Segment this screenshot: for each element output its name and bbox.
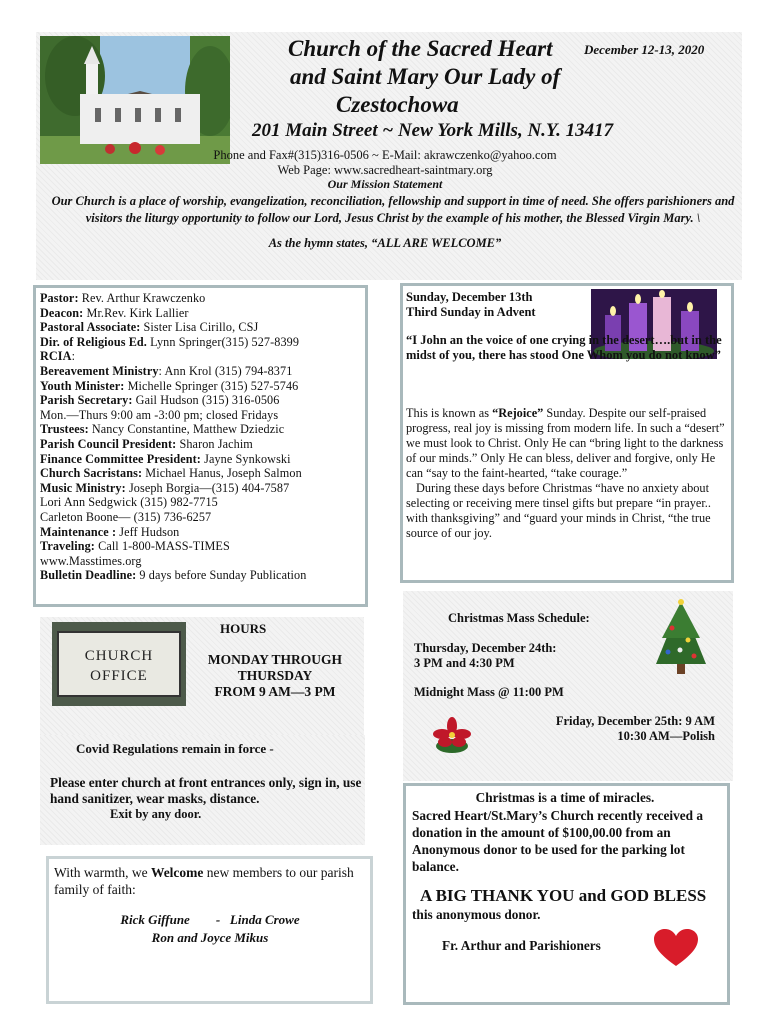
christmas-day-times — [530, 714, 715, 744]
signature: Fr. Arthur and Parishioners — [442, 938, 601, 953]
hours-text — [195, 652, 355, 700]
staff-row: Finance Committee President: Jayne Synkowski — [40, 451, 291, 466]
church-building-image — [40, 36, 230, 164]
hymn-line: As the hymn states, “ALL ARE WELCOME” — [268, 236, 502, 250]
staff-row: Church Sacristans: Michael Hanus, Joseph Salmon — [40, 466, 302, 481]
staff-row: Pastor: Rev. Arthur Krawczenko — [40, 291, 206, 305]
christmas-eve-times — [414, 641, 556, 671]
sign-line1: CHURCH — [84, 648, 154, 664]
covid-text: Please enter church at front entrances only, sign in, use hand sanitizer, wear masks, distance. — [50, 775, 362, 806]
christmas-day-line1: Friday, December 25th: 9 AM — [555, 714, 715, 728]
staff-row: Carleton Boone— (315) 736-6257 — [40, 509, 212, 524]
staff-list — [40, 291, 370, 583]
sunday-title: Third Sunday in Advent — [406, 305, 536, 319]
church-title-line2: and Saint Mary Our Lady of — [290, 64, 561, 89]
staff-row: Traveling: Call 1-800-MASS-TIMES — [40, 539, 230, 554]
staff-row: Bulletin Deadline: 9 days before Sunday Publication — [40, 568, 307, 583]
staff-row: Dir. of Religious Ed. Lynn Springer(315) 527-8399 — [40, 334, 300, 349]
covid-heading: Covid Regulations remain in force - — [76, 741, 274, 756]
church-address: 201 Main Street ~ New York Mills, N.Y. 13417 — [252, 120, 614, 141]
christmas-heading: Christmas Mass Schedule: — [448, 611, 590, 625]
sunday-quote: “I John an the voice of one crying in the desert….but in the midst of you, there has stood One Whom you do not know” — [406, 333, 722, 362]
staff-row: Parish Council President: Sharon Jachim — [40, 436, 253, 451]
hours-line3: FROM 9 AM—3 PM — [214, 684, 336, 699]
church-office-sign — [52, 622, 186, 706]
christmas-eve-hours: 3 PM and 4:30 PM — [414, 656, 515, 670]
staff-row: www.Masstimes.org — [40, 553, 142, 568]
staff-row: Music Ministry: Joseph Borgia—(315) 404-7587 — [40, 480, 290, 495]
covid-exit: Exit by any door. — [110, 807, 202, 821]
christmas-eve-date: Thursday, December 24th: — [414, 641, 557, 655]
mission-heading: Our Mission Statement — [327, 177, 443, 191]
welcome-text: With warmth, we Welcome new members to our parish family of faith: — [54, 865, 354, 897]
staff-row: Pastoral Associate: Sister Lisa Cirillo, CSJ — [40, 320, 259, 335]
hours-heading: HOURS — [220, 621, 267, 636]
sunday-body-p2: During these days before Christmas “have no anxiety about selecting or receiving mere tinsel gifts but prepare “in prayer.. with thanksgiving” and “guard your minds in Christ, “the true source of our joy. — [406, 481, 711, 540]
miracle-text: Sacred Heart/St.Mary’s Church recently received a donation in the amount of $100,00.00 from an Anonymous donor to be used for the parking lot balance. — [412, 808, 703, 874]
christmas-tree-icon — [650, 598, 712, 683]
staff-row: Parish Secretary: Gail Hudson (315) 316-0506 — [40, 393, 280, 408]
staff-row: Youth Minister: Michelle Springer (315) 527-5746 — [40, 378, 299, 393]
church-photo — [40, 36, 230, 164]
thank-you-line: A BIG THANK YOU and GOD BLESS — [420, 886, 707, 905]
poinsettia-icon — [432, 716, 472, 761]
webpage: Web Page: www.sacredheart-saintmary.org — [277, 163, 493, 177]
staff-row: Lori Ann Sedgwick (315) 982-7715 — [40, 495, 218, 510]
sunday-body: This is known as “Rejoice” Sunday. Despite our self-praised progress, real joy is missing from modern life. In such a “desert” we must look to Christ. Only He can “bring light to the darkness of our minds.” Only He can bless, deliver and forgive, only He can “say to the faint-hearted, “take courage.” During these days before Christmas “have no anxiety about selecting or receiving mere tinsel gifts but prepare “in prayer.. with thanksgiving” and “guard your minds in Christ, “the true source of our joy. — [406, 406, 730, 541]
heart-icon — [652, 928, 700, 973]
staff-row: Mon.—Thurs 9:00 am -3:00 pm; closed Fridays — [40, 407, 279, 422]
staff-row: Bereavement Ministry: Ann Krol (315) 794-8371 — [40, 363, 293, 378]
staff-row: RCIA: — [40, 349, 76, 364]
midnight-mass: Midnight Mass @ 11:00 PM — [414, 685, 564, 699]
sunday-heading — [406, 290, 536, 320]
staff-row: Deacon: Mr.Rev. Kirk Lallier — [40, 305, 189, 320]
staff-row: Maintenance : Jeff Hudson — [40, 524, 180, 539]
hours-line2: THURSDAY — [237, 668, 313, 683]
miracle-heading: Christmas is a time of miracles. — [475, 790, 655, 805]
sunday-date: Sunday, December 13th — [406, 290, 533, 304]
staff-row: Trustees: Nancy Constantine, Matthew Dziedzic — [40, 422, 285, 437]
bulletin-date: December 12-13, 2020 — [584, 42, 705, 57]
phone-email: Phone and Fax#(315)316-0506 ~ E-Mail: akrawczenko@yahoo.com — [213, 148, 557, 162]
welcome-names: Rick Giffune - Linda Crowe Ron and Joyce Mikus — [120, 912, 300, 945]
thank-you-donor: this anonymous donor. — [412, 907, 541, 922]
sign-line2: OFFICE — [90, 668, 148, 684]
hours-line1: MONDAY THROUGH — [207, 652, 343, 667]
church-title-line3: Czestochowa — [336, 92, 459, 117]
church-title-line1: Church of the Sacred Heart — [288, 36, 553, 61]
christmas-day-line2: 10:30 AM—Polish — [617, 729, 715, 743]
mission-text: Our Church is a place of worship, evangelization, reconciliation, fellowship and support in time of need. She offers parishioners and visitors the liturgy opportunity to follow our Lord, Jesus Christ by the example of his mother, the Blessed Virgin Mary. \ — [51, 194, 735, 225]
